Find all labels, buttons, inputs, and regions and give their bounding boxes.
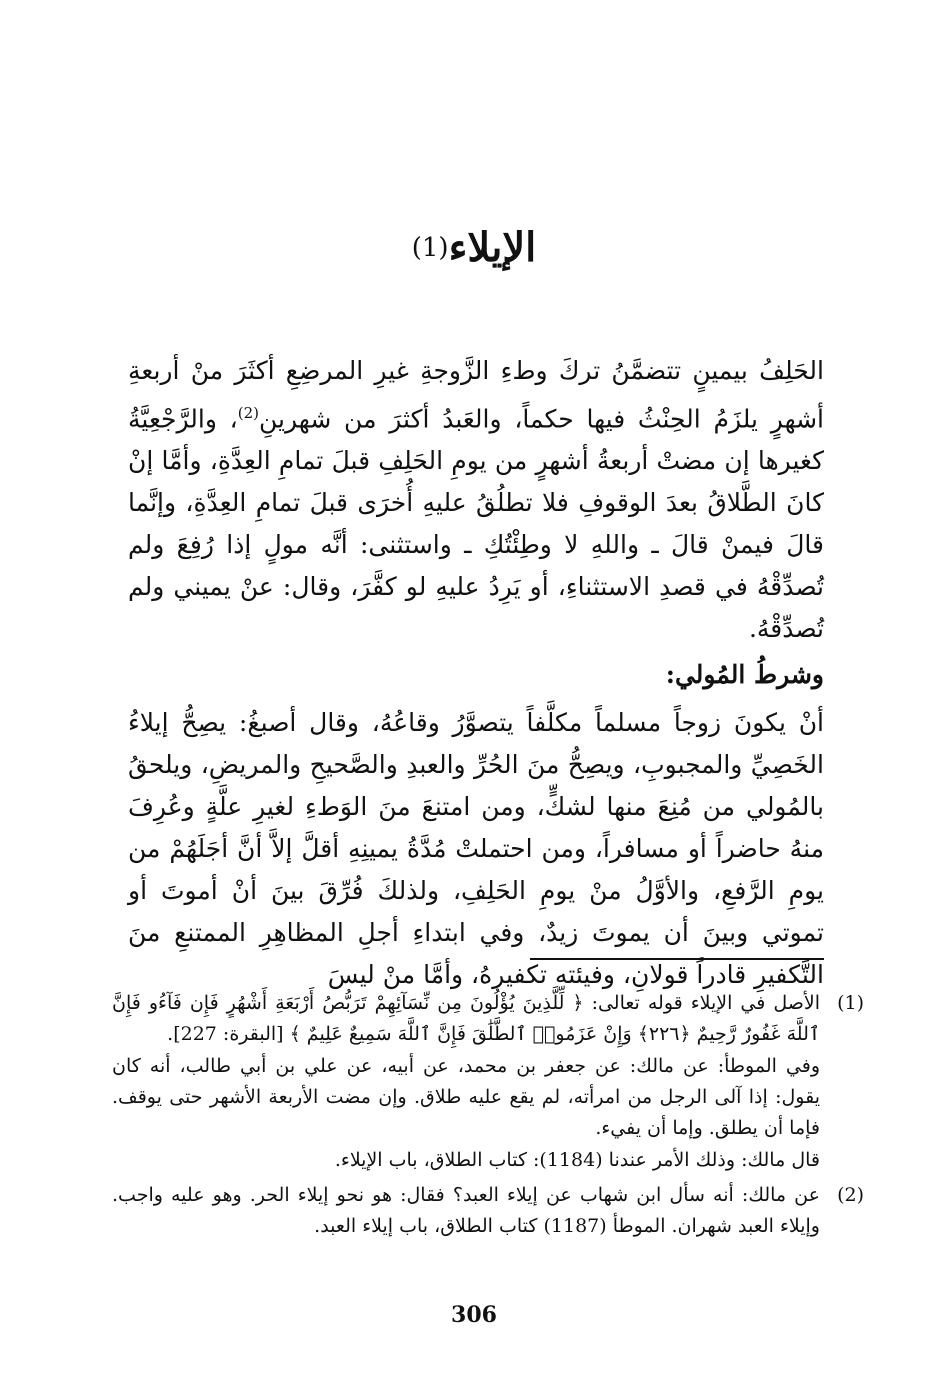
paragraph-1-part-b: ، والرَّجْعِيَّةُ كغيرها إن مضتْ أربعةُ أشهرٍ من يومِ الحَلِفِ قبلَ تمامِ العِدَّةِ، وأمَّا إنْ كانَ الطَّلاقُ بعدَ الوقوفِ فلا تطلُقُ عليهِ أُخرَى قبلَ تمامِ العِدَّةِ، وإنَّما قالَ فيمنْ قالَ ـ واللهِ لا وطِئْتُكِ ـ واستثنى: أنَّه مولٍ إذا رُفِعَ ولم تُصدِّقْهُ في قصدِ الاستثناءِ، أو يَرِدُ عليهِ لو كفَّرَ، وقال: عنْ يميني ولم تُصدِّقْهُ. [128,404,824,644]
footnote-ref-2[interactable]: (2) [237,404,260,422]
main-paragraph-2: أنْ يكونَ زوجاً مسلماً مكلَّفاً يتصوَّرُ وقاعُهُ، وقال أصبغُ: يصِحُّ إيلاءُ الخَصِيِّ والمجبوبِ، ويصِحُّ منَ الحُرِّ والعبدِ والصَّحيحِ والمريضِ، ويلحقُ بالمُولي من مُنِعَ منها لشكٍّ، ومن امتنعَ منَ الوَطءِ لغيرِ علَّةٍ وعُرِفَ منهُ حاضراً أو مسافراً، ومن احتملتْ مُدَّةُ يمينِهِ أقلَّ إلاَّ أنَّ أجَلَهُمْ من يومِ الرَّفعِ، والأوَّلُ منْ يومِ الحَلِفِ، ولذلكَ فُرِّقَ بينَ أنْ أموتَ أو تموتي وبينَ أن يموتَ زيدٌ، وفي ابتداءِ أجلِ المظاهِرِ الممتنعِ منَ التَّكفيرِ قادراً قولانِ، وفيئته تكفيرهُ، وأمَّا منْ ليسَ [128,708,824,990]
main-text [128,350,824,996]
footnote-separator [530,958,824,960]
subheading: وشرطُ المُولي: [665,660,824,690]
footnote-1 [112,988,864,1177]
footnote-2-number: (2) [837,1184,864,1206]
page-number: 306 [451,1302,497,1328]
footnote-1-paragraph: وفي الموطأ: عن مالك: عن جعفر بن محمد، عن أبيه، عن علي بن أبي طالب، أنه كان يقول: إذا آلى الرجل من امرأته، لم يقع عليه طلاق. وإن مضت الأربعة الأشهر حتى يوقف. فإما أن يطلق. وإما أن يفيء. [112,1055,820,1139]
chapter-title-text: الإيلاء [448,224,537,271]
footnotes [112,988,864,1243]
footnote-2-body [112,1180,820,1243]
chapter-title [0,218,948,278]
main-paragraph-1 [128,350,824,650]
footnote-1-number: (1) [837,992,864,1014]
footnote-1-paragraph: الأصل في الإيلاء قوله تعالى: ﴿ لِّلَّذِينَ يُؤْلُونَ مِن نِّسَآئِهِمْ تَرَبُّصُ أَرْبَعَةِ أَشْهُرٍ فَإِن فَآءُو فَإِنَّ ٱللَّهَ غَفُورٌ رَّحِيمٌ ﴿٢٢٦﴾ وَإِنْ عَزَمُوا۟ ٱلطَّلَٰقَ فَإِنَّ ٱللَّهَ سَمِيعٌ عَلِيمٌ ﴾ [البقرة: 227]. [112,992,820,1045]
footnote-2-paragraph: عن مالك: أنه سأل ابن شهاب عن إيلاء العبد؟ فقال: هو نحو إيلاء الحر. وهو عليه واجب. وإيلاء العبد شهران. الموطأ (1187) كتاب الطلاق، باب إيلاء العبد. [112,1184,820,1237]
paragraph-1-part-a: الحَلِفُ بيمينٍ تتضمَّنُ تركَ وطءِ الزَّوجةِ غيرِ المرضِعِ أكثَرَ منْ أربعةِ أشهرٍ يلزَمُ الحِنْثُ فيها حكماً، والعَبدُ أكثرَ من شهرينِ [128,356,824,434]
chapter-title-footnote-ref[interactable]: (1) [411,233,449,263]
footnote-1-body [112,988,820,1177]
footnote-2 [112,1180,864,1243]
footnote-1-paragraph: قال مالك: وذلك الأمر عندنا (1184): كتاب الطلاق، باب الإيلاء. [334,1149,820,1171]
